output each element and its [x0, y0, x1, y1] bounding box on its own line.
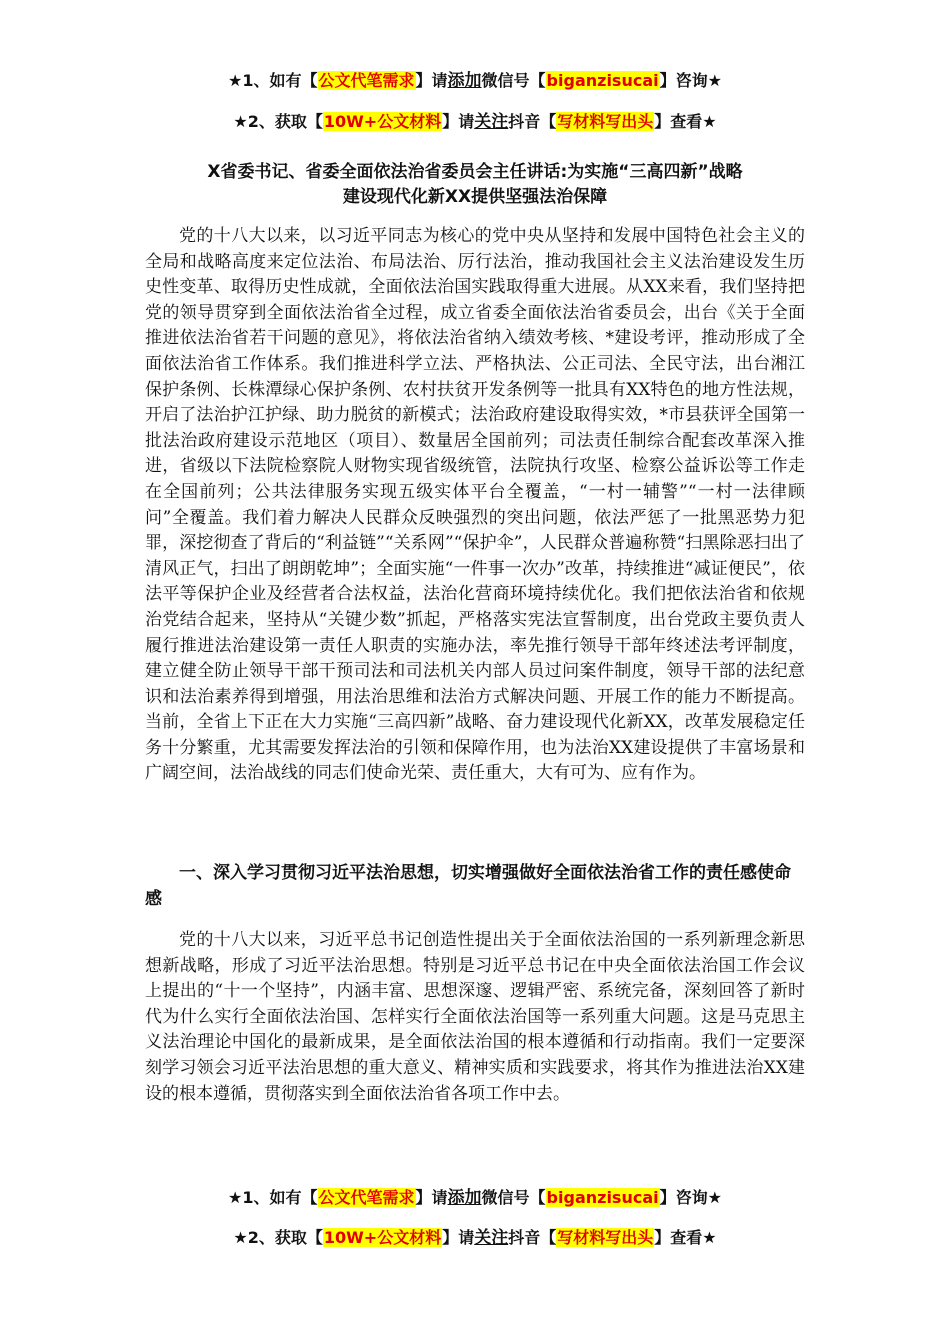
promo-bottom-line-2 [0, 1227, 950, 1249]
promo-suffix: 】咨询★ [659, 71, 722, 90]
promo-text: 】请 [415, 1188, 448, 1207]
promo-highlight-service: 公文代笔需求 [318, 1188, 415, 1207]
promo-underline-follow: 关注 [474, 1228, 509, 1248]
promo-text: 】请 [442, 112, 475, 131]
promo-underline-add: 添加 [447, 71, 482, 91]
promo-highlight-materials: 10W+公文材料 [323, 112, 442, 131]
promo-top-line-2 [0, 111, 950, 133]
promo-highlight-douyin: 写材料写出头 [557, 112, 654, 131]
title-line-2: 建设现代化新XX提供坚强法治保障 [342, 187, 608, 207]
promo-text: 微信号【 [481, 71, 546, 90]
promo-top-line-1 [0, 70, 950, 92]
promo-text: 抖音【 [508, 1228, 557, 1247]
promo-underline-follow: 关注 [474, 112, 509, 132]
body-paragraph-1: 党的十八大以来，以习近平同志为核心的党中央从坚持和发展中国特色社会主义的全局和战略高度来定位法治、布局法治、厉行法治，推动我国社会主义法治建设发生历史性变革、取得历史性成就，全面依法治国实践取得重大进展。从XX来看，我们坚持把党的领导贯穿到全面依法治省全过程，成立省委全面依法治省委员会，出台《关于全面推进依法治省若干问题的意见》，将依法治省纳入绩效考核、*建设考评，推动形成了全面依法治省工作体系。我们推进科学立法、严格执法、公正司法、全民守法，出台湘江保护条例、长株潭绿心保护条例、农村扶贫开发条例等一批具有XX特色的地方性法规，开启了法治护江护绿、助力脱贫的新模式；法治政府建设取得实效，*市县获评全国第一批法治政府建设示范地区（项目）、数量居全国前列；司法责任制综合配套改革深入推进，省级以下法院检察院人财物实现省级统管，法院执行攻坚、检察公益诉讼等工作走在全国前列；公共法律服务实现五级实体平台全覆盖，“一村一辅警”“一村一法律顾问”全覆盖。我们着力解决人民群众反映强烈的突出问题，依法严惩了一批黑恶势力犯罪，深挖彻查了背后的“利益链”“关系网”“保护伞”，人民群众普遍称赞“扫黑除恶扫出了清风正气，扫出了朗朗乾坤”；全面实施“一件事一次办”改革，持续推进“减证便民”，依法平等保护企业及经营者合法权益，法治化营商环境持续优化。我们把依法治省和依规治党结合起来，坚持从“关键少数”抓起，严格落实宪法宣誓制度，出台党政主要负责人履行推进法治建设第一责任人职责的实施办法，率先推行领导干部年终述法考评制度，建立健全防止领导干部干预司法和司法机关内部人员过问案件制度，领导干部的法纪意识和法治素养得到增强，用法治思维和法治方式解决问题、开展工作的能力不断提高。当前，全省上下正在大力实施“三高四新”战略、奋力建设现代化新XX，改革发展稳定任务十分繁重，尤其需要发挥法治的引领和保障作用，也为法治XX建设提供了丰富场景和广阔空间，法治战线的同志们使命光荣、责任重大，大有可为、应有作为。 [145, 226, 805, 784]
promo-prefix: ★2、获取【 [233, 1228, 323, 1247]
promo-text: 抖音【 [508, 112, 557, 131]
promo-prefix: ★1、如有【 [228, 71, 318, 90]
promo-suffix: 】查看★ [654, 1228, 717, 1247]
promo-prefix: ★1、如有【 [228, 1188, 318, 1207]
promo-highlight-douyin: 写材料写出头 [557, 1228, 654, 1247]
promo-highlight-wechat-id: biganzisucai [546, 71, 659, 90]
title-line-1: X省委书记、省委全面依法治省委员会主任讲话:为实施“三高四新”战略 [207, 162, 743, 182]
promo-highlight-service: 公文代笔需求 [318, 71, 415, 90]
section-heading-1: 一、深入学习贯彻习近平法治思想，切实增强做好全面依法治省工作的责任感使命感 [145, 863, 791, 909]
promo-underline-add: 添加 [447, 1188, 482, 1208]
promo-suffix: 】咨询★ [659, 1188, 722, 1207]
promo-text: 】请 [415, 71, 448, 90]
document-title [140, 160, 810, 210]
promo-highlight-materials: 10W+公文材料 [323, 1228, 442, 1247]
promo-bottom-line-1 [0, 1187, 950, 1209]
promo-text: 微信号【 [481, 1188, 546, 1207]
promo-text: 】请 [442, 1228, 475, 1247]
promo-prefix: ★2、获取【 [233, 112, 323, 131]
body-paragraph-2: 党的十八大以来，习近平总书记创造性提出关于全面依法治国的一系列新理念新思想新战略，形成了习近平法治思想。特别是习近平总书记在中央全面依法治国工作会议上提出的“十一个坚持”，内涵丰富、思想深邃、逻辑严密、系统完备，深刻回答了新时代为什么实行全面依法治国、怎样实行全面依法治国等一系列重大问题。这是马克思主义法治理论中国化的最新成果，是全面依法治国的根本遵循和行动指南。我们一定要深刻学习领会习近平法治思想的重大意义、精神实质和实践要求，将其作为推进法治XX建设的根本遵循，贯彻落实到全面依法治省各项工作中去。 [145, 930, 805, 1104]
promo-highlight-wechat-id: biganzisucai [546, 1188, 659, 1207]
promo-suffix: 】查看★ [654, 112, 717, 131]
